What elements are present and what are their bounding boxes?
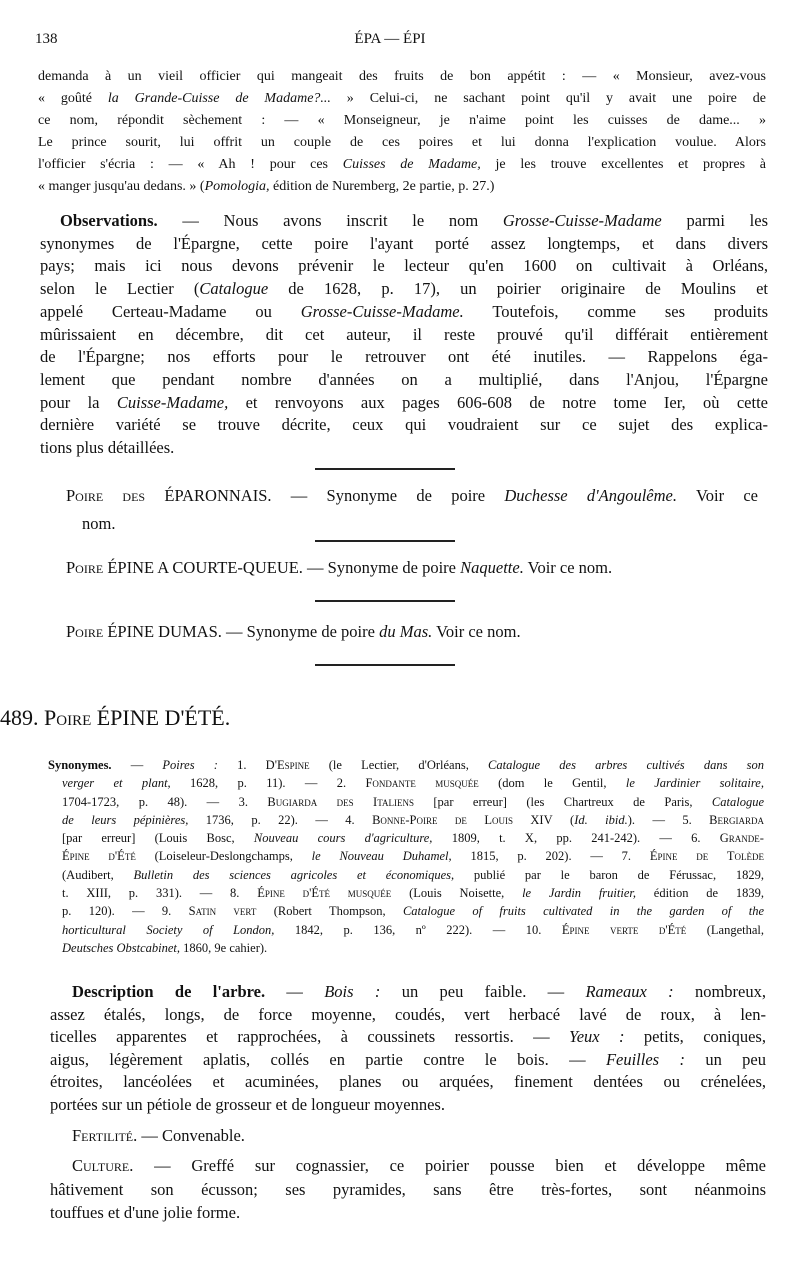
text-run: t. XIII, p. 331). — 8. [62,886,258,901]
divider [315,540,455,542]
text-line [66,556,766,580]
text-line [38,154,766,176]
text-run: l'officier s'écria : — « Ah ! pour ces [38,157,343,172]
text-run: demanda à un vieil officier qui mangeait des fruits de bon appétit : — « Monsieur, avez-vous [38,69,766,84]
text-line [40,369,768,392]
text-line [48,811,764,829]
text-run: édition de Nuremberg, 2e partie, p. 27.) [269,179,495,194]
text-run: Rameaux : [585,982,674,1001]
text-run: [par erreur] (Louis Bosc, [62,831,254,846]
text-run: publié par le baron de Férussac, 1829, [454,867,764,882]
text-run: Catalogue of fruits cultivated in the garden of the [402,904,765,919]
text-run: 1704-1723, p. 48). — 3. [62,794,268,809]
text-run: « manger jusqu'au dedans. » ( [38,179,205,194]
text-line [50,1201,766,1225]
text-run: pour la [40,392,117,412]
text-run: portées sur un pétiole de grosseur et de longueur moyennes. [50,1094,445,1114]
text-run: Yeux : [569,1027,625,1046]
text-run: (Louis Noisette, [391,886,523,901]
text-run: appelé Certeau-Madame ou [40,301,301,321]
page-number: 138 [35,31,58,47]
text-run: assez étalés, longs, de force moyenne, coudés, vert herbacé lavé de roux, à len- [50,1004,766,1024]
text-run: et renvoyons aux pages 606-608 de notre tome Ier, où cette [228,392,768,412]
text-run: Satin vert [188,904,257,919]
text-run: Poire des [66,486,146,505]
text-run: p. 120). — 9. [62,904,189,919]
description-paragraph [50,981,766,1116]
text-run: Catalogue [199,279,269,299]
text-line [38,110,766,132]
text-run: Grande- [719,831,764,846]
text-line [66,482,758,510]
text-line [48,756,764,774]
text-run: 489. [0,705,44,730]
text-run: de leurs pépinières, [62,812,189,827]
text-run: Épine d'Été [62,849,136,864]
text-run: Grosse-Cuisse-Madame. [300,301,464,321]
synonymes-paragraph [48,756,764,957]
text-run: 1628, p. 11). — 2. [170,776,366,791]
text-run: D'Espine [265,758,310,772]
text-run: ÉPINE DUMAS. — Synonyme de poire [103,622,380,641]
entry-epine-courte-queue [66,556,766,580]
text-run: un peu [684,1049,766,1069]
text-line [50,1178,766,1202]
text-run: Grosse-Cuisse-Madame [502,211,662,230]
text-run: le Jardin fruitier, [522,886,636,901]
text-line [40,278,768,301]
text-run: Catalogue des arbres cultivés dans son [488,758,764,772]
text-run: (Langethal, [686,922,764,937]
text-run: Naquette. [460,558,524,577]
text-run: ). — 5. [627,812,710,827]
text-run: pays; mais ici nous devons prévenir le lecteur qu'en 1600 on cultivait à Orléans, [40,256,768,276]
text-run: Voir ce nom. [432,622,521,641]
text-line [50,1004,766,1027]
divider [315,600,455,602]
text-line [48,902,764,920]
text-run: 1809, t. X, pp. 241-242). — 6. [432,831,720,846]
text-run: — Nous avons inscrit le nom [157,211,503,230]
text-run: 1. [217,758,266,772]
section-title [0,703,800,733]
text-run: Voir ce nom. [523,558,613,577]
text-run: mûrissaient en décembre, dit cet auteur, il reste prouvé qu'il différait entièrement [40,324,768,344]
text-line [50,1094,766,1117]
text-run: tions plus détaillées. [40,438,175,458]
text-run: [par erreur] (les Chartreux de Paris, [413,794,712,809]
text-line [66,620,766,644]
text-run: le Jardinier solitaire, [625,776,764,791]
text-run: Le prince sourit, lui offrit un couple de ces poires et lui donna l'explication voulue. Alors [38,135,766,150]
text-line [40,301,768,324]
text-run: « goûté [38,91,108,106]
text-run: Duchesse d'Angoulême. [504,486,677,505]
text-run: Poires : [162,758,218,772]
text-line [40,346,768,369]
text-run: Épine de Tolède [649,849,764,864]
text-run: hâtivement son écusson; ses pyramides, sans être très-fortes, sont néanmoins [50,1179,766,1199]
text-run: dernière variété se trouve décrite, ceux qui voudraient sur ce sujet des explica- [40,415,768,435]
text-run: ( [552,812,575,827]
text-run: Bergiarda [709,812,765,827]
text-run: — [111,758,163,772]
text-run: horticultural Society of London, [62,922,275,937]
text-run: aigus, légèrement aplatis, collés en partie contre le bois. — [50,1049,606,1069]
text-line [72,1124,766,1148]
text-line [0,703,800,733]
text-run: ÉPARONNAIS. — Synonyme de poire [145,486,505,505]
text-run: touffues et d'une jolie forme. [50,1203,241,1222]
text-line [48,847,764,865]
text-line [38,88,766,110]
text-run: Poire [44,705,92,730]
text-line [48,939,764,957]
quote-paragraph [38,66,766,198]
text-run: petits, coniques, [624,1027,766,1046]
text-run: 1815, p. 202). — 7. [451,849,650,864]
text-run: la Grande-Cuisse de Madame?... [107,91,331,106]
text-run: nom. [82,514,116,533]
running-title: ÉPA — ÉPI [354,31,426,47]
text-run: Id. ibid. [574,812,628,827]
text-run: (Loiseleur-Deslongchamps, [135,849,312,864]
text-line [72,1154,766,1178]
text-run: (le Lectier, d'Orléans, [309,758,489,772]
text-line [48,866,764,884]
text-run: Bulletin des sciences agricoles et économiques, [133,867,455,882]
text-line [38,132,766,154]
text-run: je les trouve excellentes et propres à [480,157,766,172]
text-run: Deutsches Obstcabinet, [62,940,181,955]
text-run: Bonne-Poire de Louis XIV [372,812,553,827]
text-run: (dom le Gentil, [478,776,626,791]
text-run: 1842, p. 136, nº 222). — 10. [274,922,562,937]
text-run: Fertilité. [72,1126,138,1145]
text-run: 1736, p. 22). — 4. [188,812,373,827]
text-line [38,66,766,88]
divider [315,468,455,470]
text-run: Nouveau cours d'agriculture, [253,831,433,846]
text-run: selon le Lectier ( [40,279,200,299]
text-run: Épine verte d'Été [561,922,687,937]
text-run: de 1628, p. 17), un poirier originaire de Moulins et [268,279,768,299]
text-run: — Greffé sur cognassier, ce poirier pousse bien et développe même [133,1156,766,1175]
text-run: — Convenable. [137,1126,245,1145]
text-line [48,921,764,939]
text-run: Voir ce [677,486,758,505]
text-line [48,793,764,811]
text-run: un peu faible. — [380,982,586,1001]
text-run: Poire [66,622,104,641]
text-run: ÉPINE D'ÉTÉ. [91,705,231,730]
text-run: le Nouveau Duhamel, [311,849,452,864]
text-run: Pomologia, [204,179,270,194]
text-run: Fondante musquée [365,776,479,791]
text-run: ticelles apparentes et rapprochées, à coussinets ressortis. — [50,1027,570,1046]
text-run: ce nom, répondit sèchement : — « Monseigneur, je n'aime point les cuisses de dame... » [38,113,766,128]
text-run: Observations. [60,211,158,230]
text-run: Cuisses de Madame, [342,157,481,172]
text-run: lement que pendant nombre d'années on a multiplié, dans l'Anjou, l'Épargne [40,369,768,389]
text-run: » Celui-ci, ne sachant point qu'il y avait une poire de [330,91,766,106]
text-run: (Robert Thompson, [256,904,403,919]
text-run: Cuisse-Madame, [116,392,229,412]
text-run: Bois : [324,982,381,1001]
text-run: (Audibert, [62,867,134,882]
text-run: synonymes de l'Épargne, cette poire l'ayant porté assez longtemps, et dans divers [40,233,768,253]
text-line [40,324,768,347]
divider [315,664,455,666]
text-line [50,1026,766,1049]
text-run: du Mas. [379,622,433,641]
text-run: Synonymes. [48,758,112,772]
text-run: ÉPINE A COURTE-QUEUE. — Synonyme de poire [103,558,461,577]
text-line [40,233,768,256]
text-run: Bugiarda des Italiens [267,794,414,809]
text-line [40,437,768,460]
text-line [40,392,768,415]
text-run: Feuilles : [605,1049,685,1069]
text-line [48,884,764,902]
text-run: Culture. [72,1156,134,1175]
text-run: Poire [66,558,104,577]
text-line [48,829,764,847]
text-run: de l'Épargne; nos efforts pour le retrouver ont été inutiles. — Rappelons éga- [40,347,768,367]
text-line [40,414,768,437]
text-run: 1860, 9e cahier). [180,940,268,955]
text-line [38,176,766,198]
text-run: parmi les [661,211,768,230]
text-line [72,981,766,1004]
text-run: nombreux, [673,982,766,1001]
entry-epine-dumas [66,620,766,644]
text-run: Toutefois, comme ses produits [463,301,768,321]
text-line [40,210,768,233]
text-line [48,774,764,792]
text-run: édition de 1839, [636,886,764,901]
text-run: verger et plant, [62,776,171,791]
text-line [40,255,768,278]
text-line [50,1071,766,1094]
fertilite-paragraph [72,1124,766,1148]
text-line [66,510,758,538]
text-line [50,1049,766,1072]
entry-eparonnais [66,482,758,538]
text-run: étroites, lancéolées et acuminées, planes ou arquées, finement dentées ou crénelées, [50,1072,766,1091]
observations-paragraph [40,210,768,460]
text-run: Épine d'Été musquée [257,886,392,901]
text-run: Description de l'arbre. [72,982,266,1001]
text-run: — [265,982,325,1001]
text-run: Catalogue [711,794,764,809]
culture-paragraph [50,1154,766,1225]
